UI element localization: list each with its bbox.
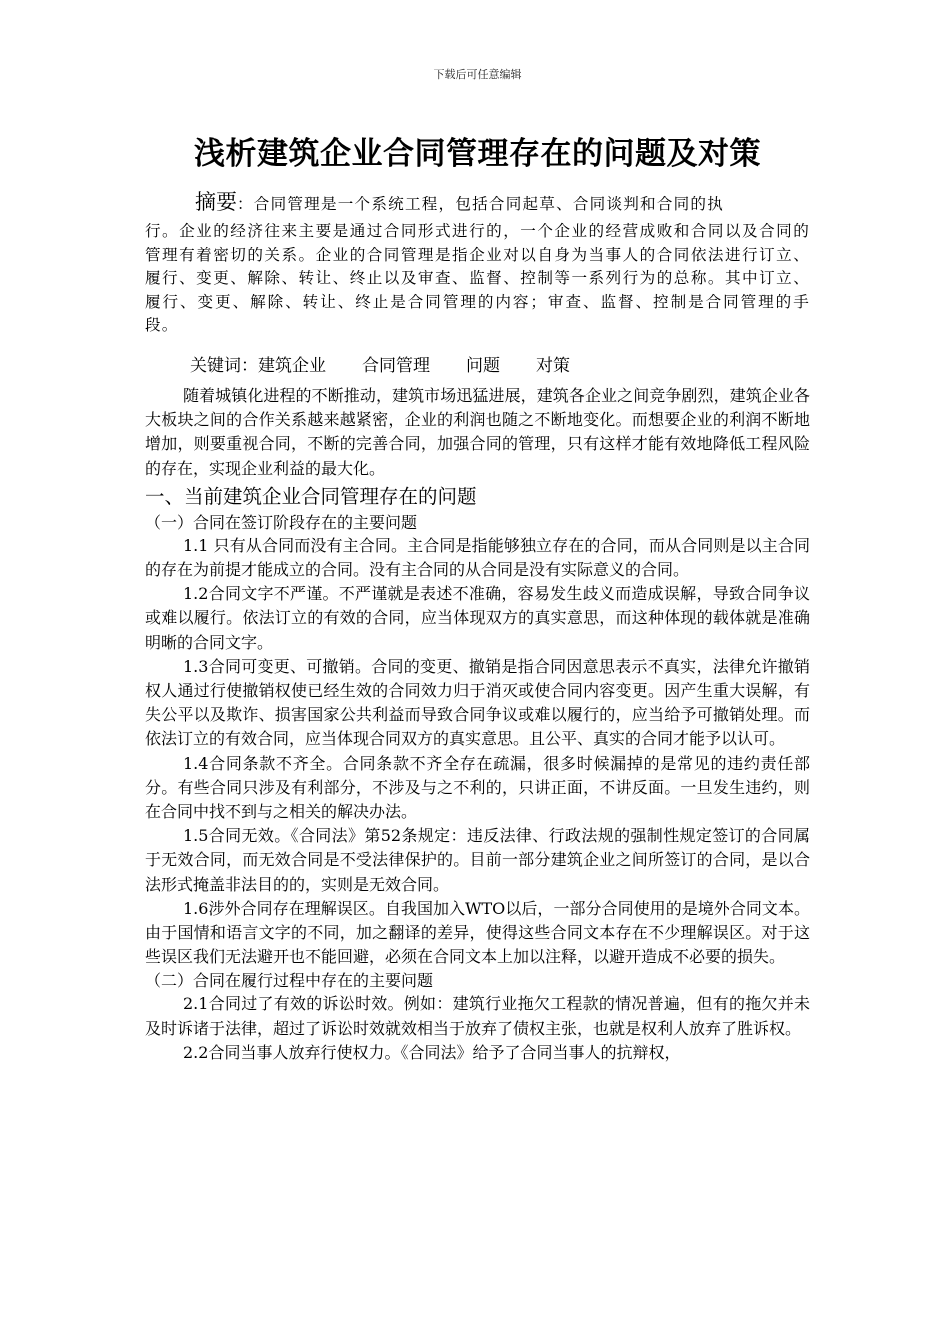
abstract-first-text: ：合同管理是一个系统工程，包括合同起草、合同谈判和合同的执	[237, 195, 725, 213]
subsection-heading: （二）合同在履行过程中存在的主要问题	[145, 971, 434, 991]
abstract-first-line	[145, 186, 810, 220]
paragraph: 1.3合同可变更、可撤销。合同的变更、撤销是指合同因意思表示不真实，法律允许撤销权人通过行使撤销权使已经生效的合同效力归于消灭或使合同内容变更。因产生重大误解，有失公平以及欺诈、损害国家公共利益而导致合同争议或难以履行的，应当给予可撤销处理。而依法订立的有效合同，应当体现合同双方的真实意思。且公平、真实的合同才能予以认可。	[145, 656, 810, 749]
header-note: 下载后可任意编辑	[433, 68, 522, 81]
keyword-item: 合同管理	[362, 356, 430, 376]
abstract-rest: 行。企业的经济往来主要是通过合同形式进行的，一个企业的经营成败和合同以及合同的管理有着密切的关系。企业的合同管理是指企业对以自身为当事人的合同依法进行订立、履行、变更、解除、转让、终止以及审查、监督、控制等一系列行为的总称。其中订立、履行、变更、解除、转让、终止是合同管理的内容；审查、监督、控制是合同管理的手段。	[145, 222, 810, 335]
intro-paragraph: 随着城镇化进程的不断推动，建筑市场迅猛进展，建筑各企业之间竞争剧烈，建筑企业各大板块之间的合作关系越来越紧密，企业的利润也随之不断地变化。而想要企业的利润不断地增加，则要重视合同，不断的完善合同，加强合同的管理，只有这样才能有效地降低工程风险的存在，实现企业利益的最大化。	[145, 386, 810, 478]
keyword-item: 对策	[536, 356, 570, 376]
keyword-item: 问题	[466, 356, 500, 376]
document-title: 浅析建筑企业合同管理存在的问题及对策	[194, 136, 761, 172]
keywords-label: 关键词：	[190, 356, 258, 376]
paragraph: 1.4合同条款不齐全。合同条款不齐全存在疏漏，很多时候漏掉的是常见的违约责任部分。有些合同只涉及有利部分，不涉及与之不利的，只讲正面，不讲反面。一旦发生违约，则在合同中找不到与之相关的解决办法。	[145, 753, 810, 822]
paragraph: 1.1 只有从合同而没有主合同。主合同是指能够独立存在的合同，而从合同则是以主合同的存在为前提才能成立的合同。没有主合同的从合同是没有实际意义的合同。	[145, 535, 810, 580]
paragraph: 2.2合同当事人放弃行使权力。《合同法》给予了合同当事人的抗辩权，	[183, 1042, 681, 1062]
paragraph: 1.2合同文字不严谨。不严谨就是表述不准确，容易发生歧义而造成误解，导致合同争议或难以履行。依法订立的有效的合同，应当体现双方的真实意思，而这种体现的载体就是准确明晰的合同文字。	[145, 584, 810, 652]
abstract-label: 摘要	[195, 190, 237, 214]
keywords-line	[190, 351, 570, 376]
keyword-item: 建筑企业	[258, 356, 326, 376]
abstract-block	[145, 186, 810, 338]
paragraph: 2.1合同过了有效的诉讼时效。例如：建筑行业拖欠工程款的情况普遍，但有的拖欠并未及时诉诸于法律，超过了诉讼时效就效相当于放弃了债权主张，也就是权利人放弃了胜诉权。	[145, 994, 810, 1038]
section-heading: 一、当前建筑企业合同管理存在的问题	[145, 484, 477, 508]
body-text	[145, 384, 810, 1065]
paragraph: 1.5合同无效。《合同法》第52条规定：违反法律、行政法规的强制性规定签订的合同属于无效合同，而无效合同是不受法律保护的。目前一部分建筑企业之间所签订的合同，是以合法形式掩盖非法目的的，实则是无效合同。	[145, 826, 810, 894]
paragraph: 1.6涉外合同存在理解误区。自我国加入WTO以后，一部分合同使用的是境外合同文本。由于国情和语言文字的不同，加之翻译的差异，使得这些合同文本存在不少理解误区。对于这些误区我们无法避开也不能回避，必须在合同文本上加以注释，以避开造成不必要的损失。	[145, 898, 810, 967]
subsection-heading: （一）合同在签订阶段存在的主要问题	[145, 512, 418, 532]
